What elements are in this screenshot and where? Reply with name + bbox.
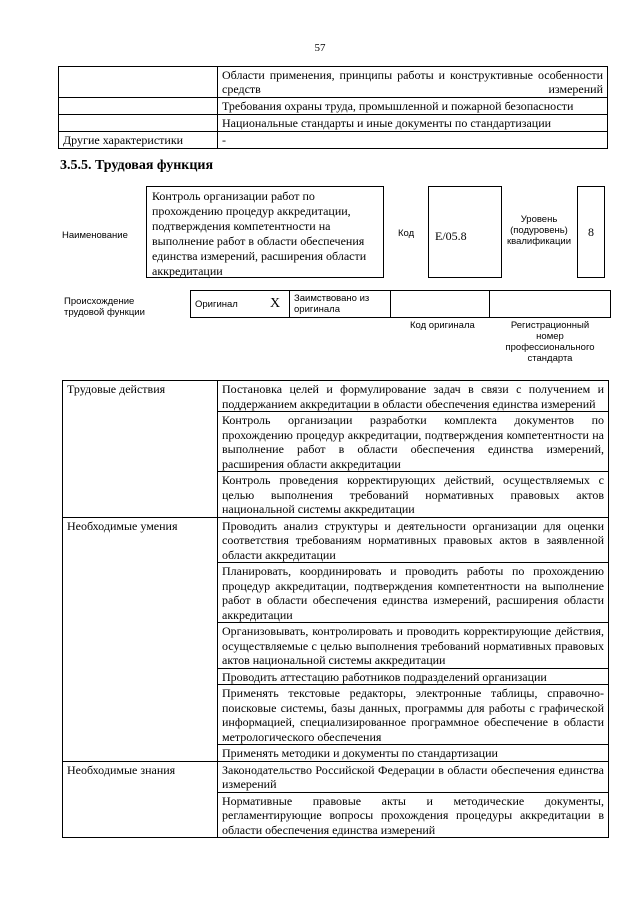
borrowed-cell: Заимствовано из оригинала (290, 291, 391, 318)
table-row (63, 517, 609, 563)
table-cell-text: Контроль организации разработки комплекта документов по прохождению процедур аккредитации, подтверждения компетентности на выполнение работ в области обеспечения единства измерений, расширения области аккредитации (218, 412, 609, 472)
table-row (63, 381, 609, 412)
labor-function-table (62, 380, 609, 838)
characteristics-table (58, 66, 608, 149)
table-row (59, 132, 608, 149)
table-cell-text: - (218, 132, 608, 149)
table-cell-text: Требования охраны труда, промышленной и пожарной безопасности (218, 98, 608, 115)
original-mark: X (261, 291, 290, 318)
function-name-box: Контроль организации работ по прохождению процедур аккредитации, подтверждения компетентности на выполнение работ в области обеспечения единства измерений, расширения области аккредитации (146, 186, 384, 278)
code-original-label: Код оригинала (410, 320, 475, 331)
code-label: Код (398, 228, 415, 239)
category-cell: Необходимые знания (63, 761, 218, 838)
reg-number-cell (490, 291, 611, 318)
table-cell-text: Применять текстовые редакторы, электронные таблицы, справочно-поисковые системы, базы данных, программы для работы с графической информацией, специализированное программное обеспечение в области метрологического обеспечения (218, 685, 609, 745)
category-cell: Необходимые умения (63, 517, 218, 761)
page-number: 57 (314, 42, 326, 54)
table-row (59, 98, 608, 115)
table-cell-label (59, 115, 218, 132)
table-cell-text: Проводить анализ структуры и деятельности организации для оценки соответствия требованиям нормативных правовых актов в заявленной области аккредитации (218, 517, 609, 563)
level-label: Уровень (подуровень) квалификации (506, 214, 572, 247)
table-cell-text: Области применения, принципы работы и конструктивные особенности средств измерений (218, 67, 608, 98)
table-cell-text: Законодательство Российской Федерации в области обеспечения единства измерений (218, 761, 609, 792)
reg-number-label: Регистрационный номер профессионального стандарта (505, 320, 595, 364)
level-value-box: 8 (577, 186, 605, 278)
table-cell-text: Организовывать, контролировать и проводить корректирующие действия, осуществляемые с целью выполнения требований нормативных правовых актов национальной системы аккредитации (218, 623, 609, 669)
origin-label: Происхождение трудовой функции (64, 296, 145, 318)
category-cell: Трудовые действия (63, 381, 218, 518)
table-row (59, 67, 608, 98)
code-value-box: E/05.8 (428, 186, 502, 278)
table-cell-label (59, 67, 218, 98)
table-cell-text: Постановка целей и формулирование задач в связи с получением и поддержанием аккредитации в области обеспечения единства измерений (218, 381, 609, 412)
code-original-cell (391, 291, 490, 318)
table-cell-text: Планировать, координировать и проводить работы по прохождению процедур аккредитации, подтверждения компетентности на выполнение работ в области обеспечения единства измерений, расширения области аккредитации (218, 563, 609, 623)
table-cell-text: Применять методики и документы по стандартизации (218, 745, 609, 762)
table-cell-label (59, 98, 218, 115)
table-cell-text: Нормативные правовые акты и методические документы, регламентирующие вопросы прохождения процедуры аккредитации в области обеспечения единства измерений (218, 792, 609, 838)
table-cell-text: Национальные стандарты и иные документы по стандартизации (218, 115, 608, 132)
table-row (59, 115, 608, 132)
table-cell-label: Другие характеристики (59, 132, 218, 149)
original-cell: Оригинал (191, 291, 262, 318)
name-label: Наименование (62, 230, 128, 241)
table-cell-text: Контроль проведения корректирующих действий, осуществляемых с целью выполнения требований нормативных правовых актов национальной системы аккредитации (218, 472, 609, 518)
table-row (63, 761, 609, 792)
section-title: 3.5.5. Трудовая функция (60, 158, 214, 173)
origin-table (190, 290, 611, 318)
table-cell-text: Проводить аттестацию работников подразделений организации (218, 668, 609, 685)
